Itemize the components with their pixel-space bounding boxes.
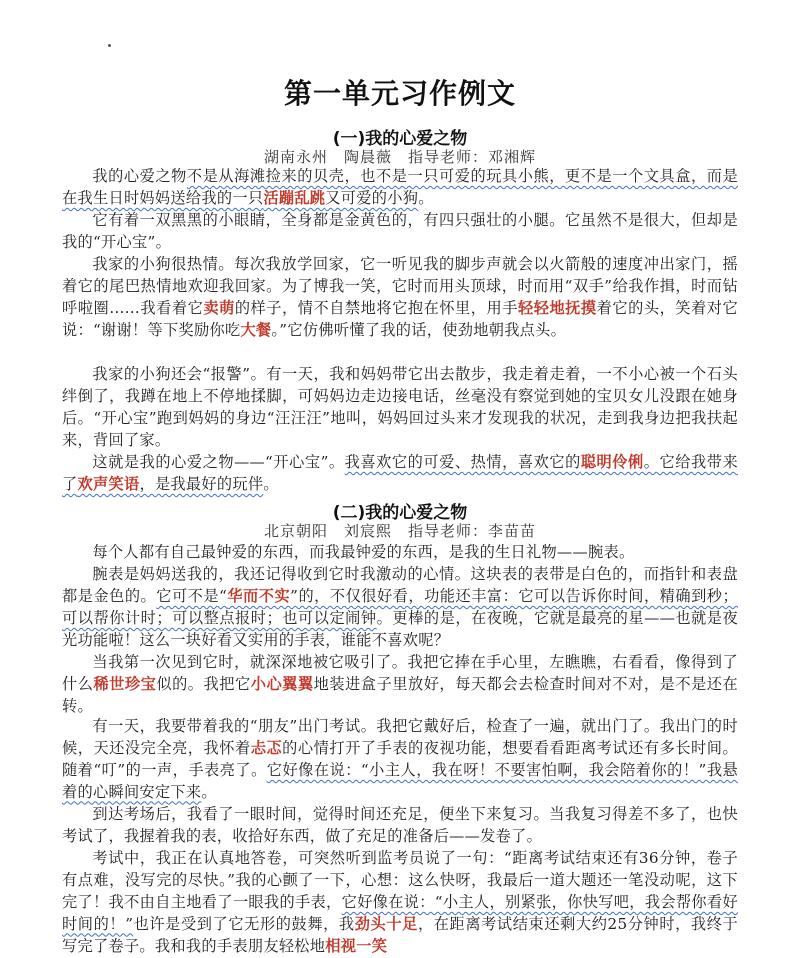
text-span: 也许是受到了它无形的鼓舞，我 [133, 914, 355, 933]
text-span: 又可爱的小狗 [325, 188, 419, 207]
text-span: ，是我最好的玩伴 [139, 474, 264, 493]
essay1-paragraph-4: 我家的小狗还会“报警”。有一天，我和妈妈带它出去散步，我走着走着，一不小心被一个石头绊倒了，我蹲在地上不停地揉脚，可妈妈边走边接电话，丝毫没有察觉到她的宝贝女儿没跟在她身后。“开心宝”跑到妈妈的身边“汪汪汪”地叫，妈妈回过头来才发现我的状况，走到我身边把我扶起来，背回了家。 [62, 365, 738, 449]
highlight-word: 聪明伶俐 [580, 453, 644, 471]
text-span: 这就是我的心爱之物——“开心宝”。 [92, 453, 345, 471]
text-span: 不是从海滩捡来的贝壳，也不是一只可爱的玩具小熊，更不是一个文具盒，而是在我生日时妈妈送给我的一只 [62, 167, 739, 207]
wavy-underline-span: 它好像在说：“小主人，别紧张，你快写吧，我会帮你看好时间的！” [62, 892, 738, 933]
text-span: 。它给我带来了 [62, 453, 738, 493]
highlight-word: 大餐 [240, 320, 272, 339]
highlight-word: 卖萌 [203, 298, 235, 317]
essay2-paragraph-2 [62, 564, 738, 652]
essay1-paragraph-2: 它有着一双黑黑的小眼睛，全身都是金黄色的，有四只强壮的小腿。它虽然不是很大，但却是我的“开心宝”。 [62, 211, 738, 251]
text-span: 我的心爱之物 [92, 167, 187, 185]
text-span: 。 [263, 474, 279, 493]
text-span: 我喜欢它的可爱、热情，喜欢它的 [344, 453, 581, 471]
highlight-word: 小心翼翼 [250, 674, 314, 693]
essay2-paragraph-5: 到达考场后，我看了一眼时间，觉得时间还充足，便坐下来复习。当我复习得差不多了，也快考试了，我握着我的表，收拾好东西，做了充足的准备后——发卷了。 [62, 805, 738, 845]
essay1-paragraph-5 [62, 452, 738, 496]
text-span: 考试中，我正在认真地答卷，可突然听到监考员说了一句：“距离考试结束还有36分钟，卷子有点难，没写完的尽快。”我的心颤了一下，心想：这么快呀，我最后一道大题还一笔没动呢，这下完了！我不由自主地看了一眼我的手表， [62, 849, 738, 911]
essay1-byline: 湖南永州 陶晨薇 指导老师：邓湘辉 [263, 148, 536, 166]
highlight-word: 欢声笑语 [77, 474, 140, 493]
essay2-paragraph-1: 每个人都有自己最钟爱的东西，而我最钟爱的东西，是我的生日礼物——腕表。 [92, 543, 635, 561]
text-span: 的心情打开了手表的夜视功能，想要看看距离考试还有多长时间。随着“叮”的一声，手表亮了。 [62, 738, 738, 779]
essay2-byline: 北京朝阳 刘宸熙 指导老师：李苗苗 [263, 522, 536, 540]
essay2-heading: (二)我的心爱之物 [332, 503, 468, 523]
wavy-underline-span: 它好像在说：“小主人，我在呀！不要害怕啊，我会陪着你的！”我悬着的心瞬间安定下来 [62, 760, 738, 801]
text-span: 腕表是妈妈送我的，我还记得收到它时我激动的心情。这块表的表带是白色的，而指针和表盘都是金色的。 [62, 565, 738, 605]
text-span: 。 [201, 782, 217, 801]
essay2-paragraph-6 [62, 848, 738, 958]
text-span: 我家的小狗很热情。每次我放学回家，它一听见我的脚步声就会以火箭般的速度冲出家门，摇着它的尾巴热情地欢迎我回家。为了博我一笑，它时而用头顶球，时而用“双手”给我作揖，时而钻呼啦圈……我看着它 [62, 255, 738, 317]
highlight-word: 华而不实 [227, 586, 291, 605]
highlight-word: 活蹦乱跳 [263, 188, 326, 207]
text-span: 的样子，情不自禁地将它抱在怀里，用手 [234, 298, 518, 317]
margin-dot [108, 44, 111, 47]
text-span: 。更棒的是，在夜晚，它就是最亮的星——也就是夜光功能啦！这么一块好看又实用的手表，谁能不喜欢呢？ [62, 608, 739, 649]
essay1-paragraph-3 [62, 254, 738, 342]
text-span: 当我第一次见到它时，就深深地被它吸引了。我把它捧在手心里，左瞧瞧，右看看，像得到了什么 [62, 653, 738, 693]
highlight-word: 忐忑 [250, 738, 283, 757]
text-span: 着它的头，笑着对它说：“谢谢！等下奖励你吃 [62, 298, 738, 339]
text-span: 。”它仿佛听懂了我的话，使劲地朝我点头。 [271, 320, 567, 339]
text-span: ”的，不仅很好看，功能还丰富：它可以告诉你时间，精确到秒；可以帮你计时；可以整点报时；也可以定闹钟 [62, 586, 738, 627]
highlight-word: 劲头十足 [354, 914, 418, 933]
essay1-paragraph-1 [62, 166, 738, 210]
essay2-paragraph-3 [62, 652, 738, 718]
text-span: 似的。我把它 [156, 674, 251, 693]
text-span: 地装进盒子里放好，每天都会去检查时间对不对，是不是还在转。 [62, 674, 738, 715]
essay1-heading: (一)我的心爱之物 [332, 129, 468, 149]
page-title: 第一单元习作例文 [283, 77, 516, 110]
text-span: 。 [418, 188, 434, 207]
highlight-word: 相视一笑 [325, 936, 388, 955]
text-span: ，在距离考试结束还剩大约25分钟时，我终于写完了卷子。我和我的手表朋友轻松地 [62, 914, 739, 955]
essay2-paragraph-4 [62, 716, 738, 804]
text-span: 它可不是“ [156, 586, 228, 605]
highlight-word: 轻轻地抚摸 [517, 298, 597, 317]
text-span: 有一天，我要带着我的“朋友”出门考试。我把它戴好后，检查了一遍，就出门了。我出门的时候，天还没完全亮，我怀着 [62, 717, 738, 757]
highlight-word: 稀世珍宝 [93, 674, 157, 693]
